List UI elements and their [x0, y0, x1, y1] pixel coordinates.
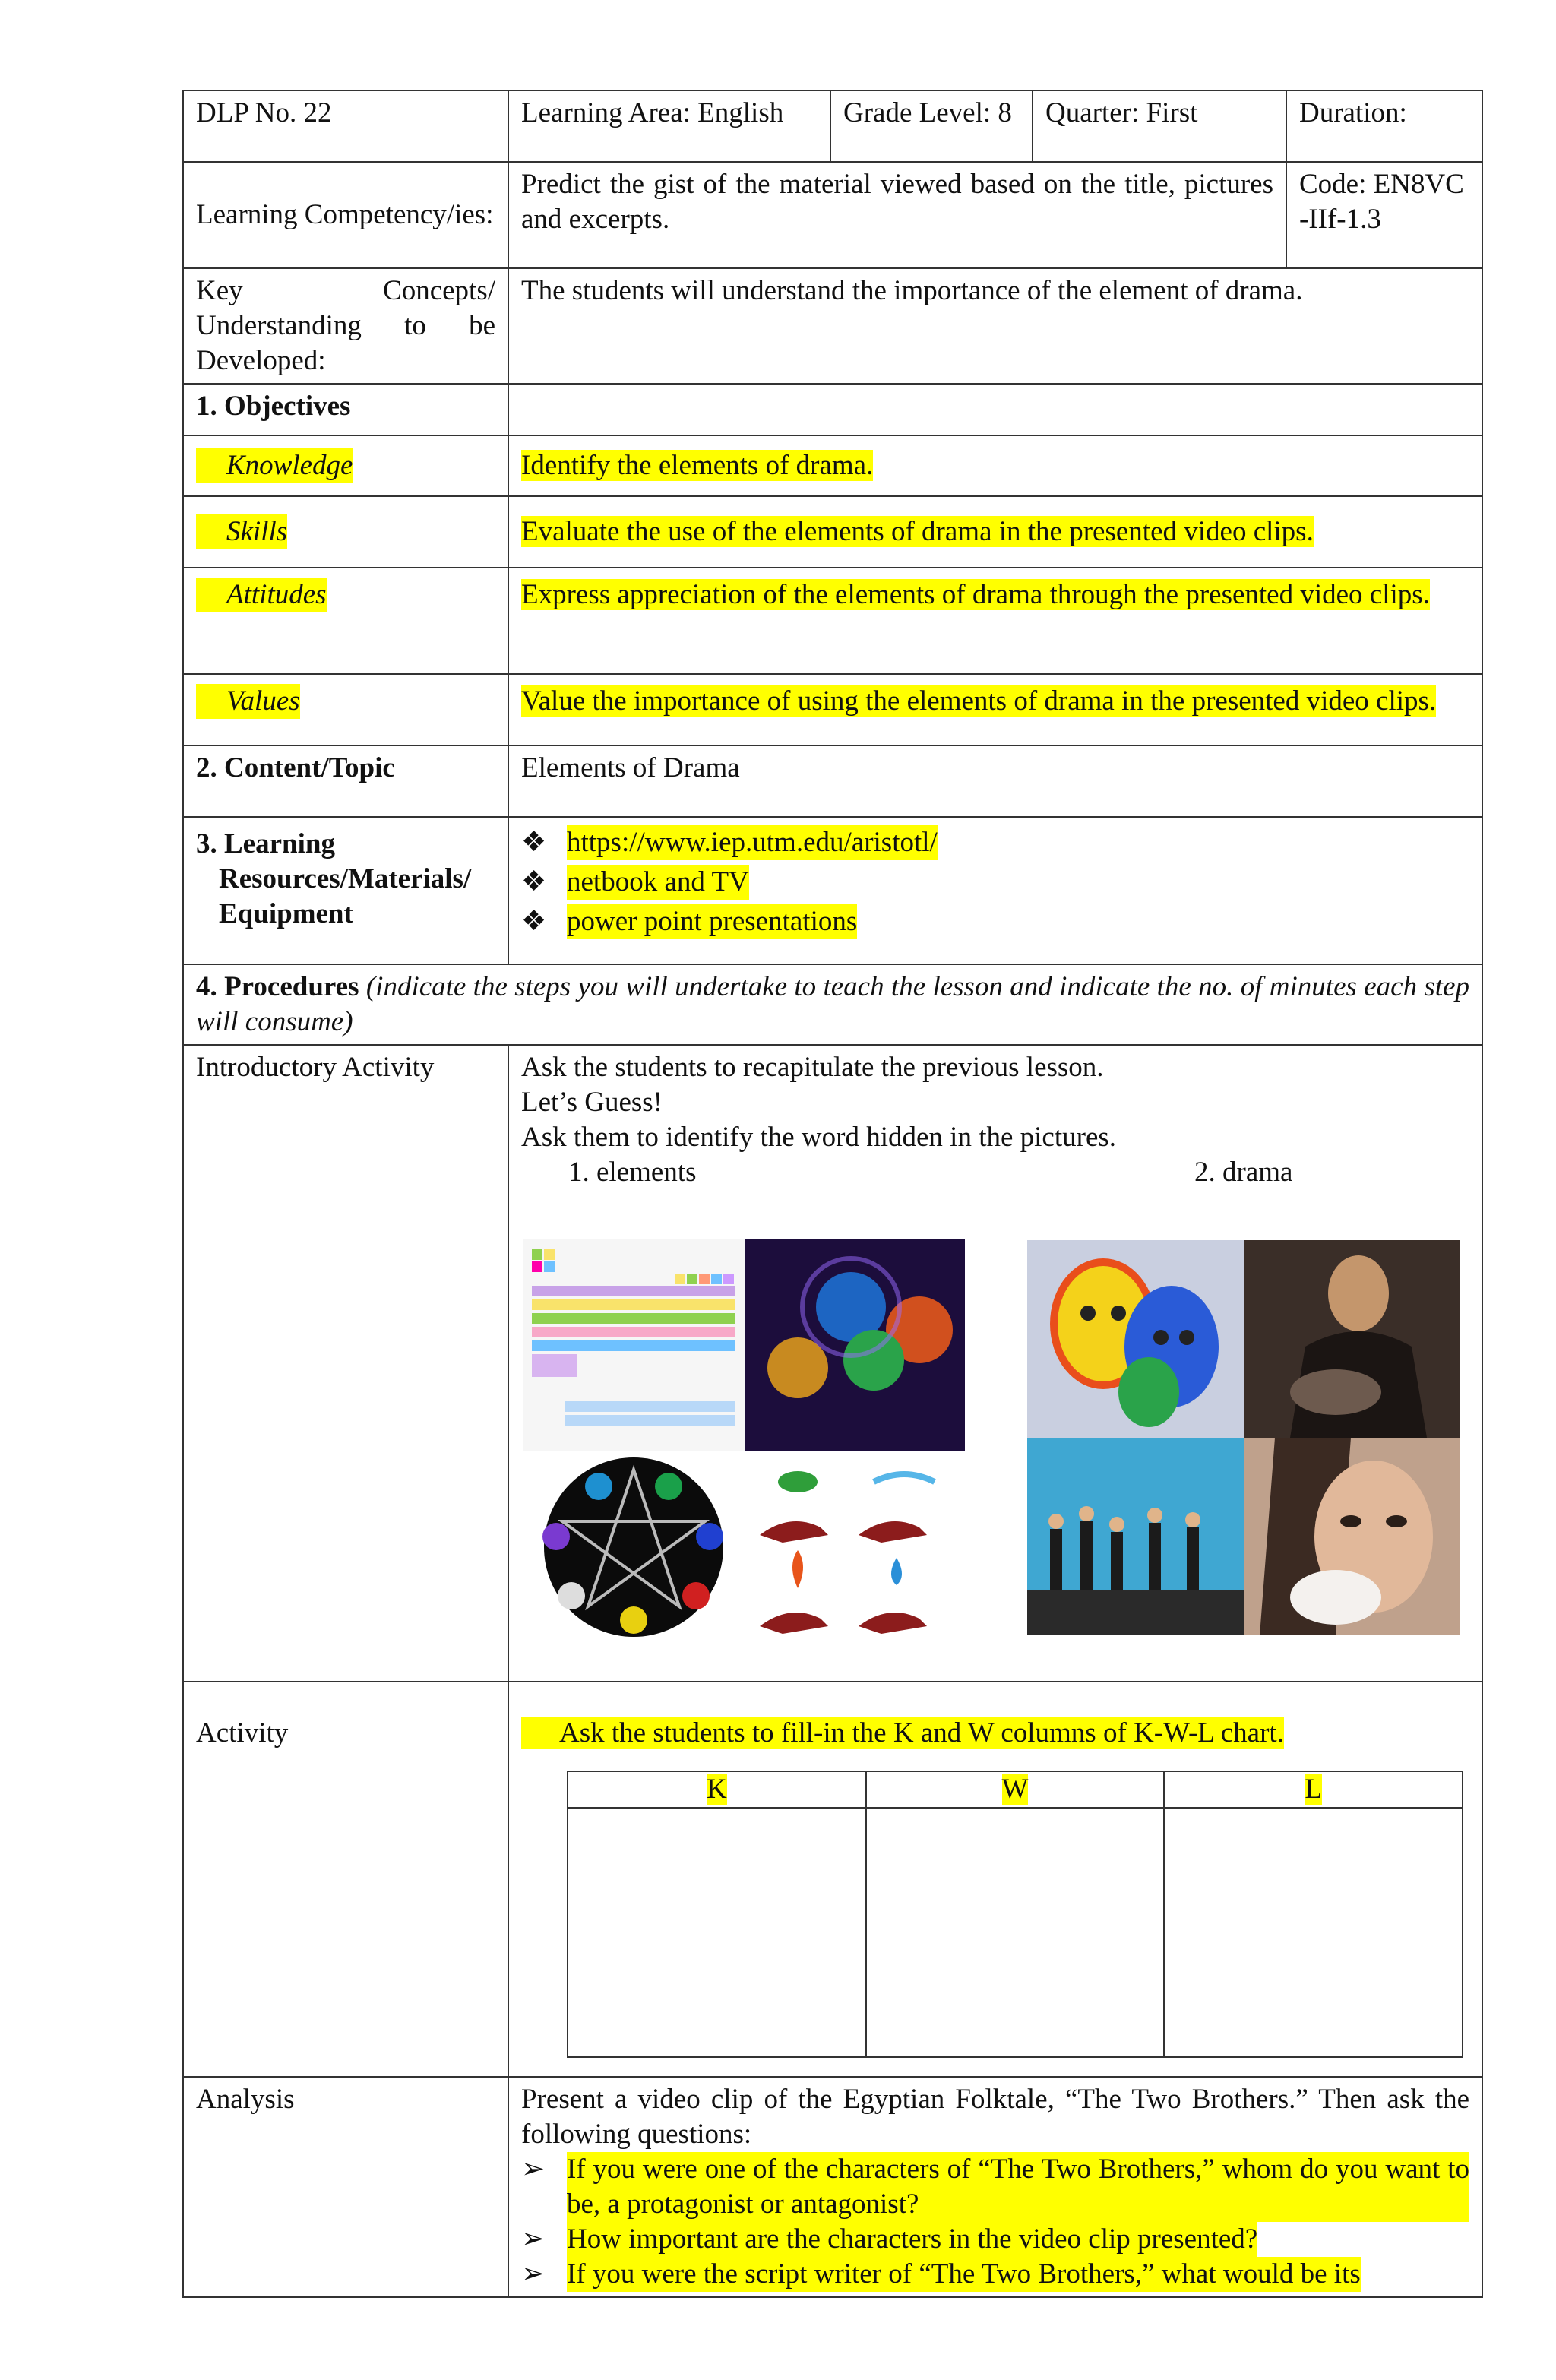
procedures-cell [183, 964, 1482, 1045]
introductory-row [183, 1045, 1482, 1682]
procedures-label: 4. Procedures [196, 971, 359, 1002]
dlp-document [182, 90, 1482, 2298]
analysis-label: Analysis [183, 2077, 508, 2297]
analysis-questions [521, 2152, 1469, 2292]
competency-row [183, 162, 1482, 268]
resources-label [183, 817, 508, 964]
periodic-table-image [523, 1239, 745, 1451]
objective-text-values: Value the importance of using the elements of drama in the presented video clips. [521, 685, 1437, 717]
stage-performance-image [1027, 1438, 1244, 1635]
objective-text-skills: Evaluate the use of the elements of drama in the presented video clips. [521, 516, 1314, 547]
kwl-cell-l[interactable] [1164, 1808, 1463, 2057]
objectives-label: 1. Objectives [183, 384, 508, 435]
kwl-cell-w[interactable] [866, 1808, 1165, 2057]
guess-answer-1: 1. elements [568, 1157, 697, 1188]
diamond-bullet-icon: ❖ [521, 906, 547, 937]
resource-link[interactable]: https://www.iep.utm.edu/aristotl/ [567, 825, 938, 860]
introductory-content [508, 1045, 1482, 1682]
key-concepts-label: Key Concepts/ Understanding to be Developed: [183, 268, 508, 384]
competency-label: Learning Competency/ies: [183, 162, 508, 268]
objective-attitudes-row [183, 568, 1482, 674]
intro-line: Let’s Guess! [521, 1087, 663, 1118]
dlp-number: DLP No. 22 [183, 90, 508, 162]
hands-elements-image [745, 1451, 965, 1643]
kwl-body-row [568, 1808, 1463, 2057]
content-row [183, 745, 1482, 817]
header-row [183, 90, 1482, 162]
content-label: 2. Content/Topic [183, 745, 508, 817]
objective-values-row [183, 674, 1482, 745]
kwl-cell-k[interactable] [568, 1808, 866, 2057]
pentagram-elements-image [523, 1451, 745, 1643]
objectives-header-row [183, 384, 1482, 435]
content-text: Elements of Drama [508, 745, 1482, 817]
analysis-row [183, 2077, 1482, 2297]
competency-text: Predict the gist of the material viewed based on the title, pictures and excerpts. [508, 162, 1286, 268]
activity-instruction: Ask the students to fill-in the K and W columns of K-W-L chart. [521, 1717, 1284, 1749]
objective-label-attitudes: Attitudes [196, 578, 327, 612]
question-text: How important are the characters in the video clip presented? [567, 2222, 1257, 2257]
analysis-question [521, 2257, 1469, 2292]
duration: Duration: [1286, 90, 1482, 162]
resource-item [521, 904, 1469, 939]
introductory-label: Introductory Activity [183, 1045, 508, 1682]
objectives-empty-cell [508, 384, 1482, 435]
objective-text-attitudes: Express appreciation of the elements of drama through the presented video clips. [521, 579, 1430, 610]
drama-masks-image [1027, 1240, 1244, 1438]
objective-label-knowledge: Knowledge [196, 448, 353, 483]
grade-level: Grade Level: 8 [830, 90, 1033, 162]
question-text: If you were the script writer of “The Two Brothers,” what would be its [567, 2257, 1361, 2292]
diamond-bullet-icon: ❖ [521, 827, 547, 858]
competency-code: Code: EN8VC-IIf-1.3 [1286, 162, 1482, 268]
question-text: If you were one of the characters of “The Two Brothers,” whom do you want to be, a protagonist or antagonist? [567, 2152, 1469, 2222]
guess-answers [521, 1155, 1469, 1190]
objective-label-values: Values [196, 684, 300, 719]
resources-row [183, 817, 1482, 964]
actress-scene-image [1244, 1240, 1460, 1438]
intro-line: Ask them to identify the word hidden in the pictures. [521, 1122, 1117, 1153]
procedures-row [183, 964, 1482, 1045]
resource-item [521, 825, 1469, 860]
objective-knowledge-row [183, 435, 1482, 496]
intro-line: Ask the students to recapitulate the previous lesson. [521, 1052, 1104, 1083]
diamond-bullet-icon: ❖ [521, 866, 547, 897]
objective-text-knowledge: Identify the elements of drama. [521, 450, 874, 481]
activity-label: Activity [183, 1682, 508, 2077]
resources-label-text: 3. Learning Resources/Materials/ Equipment [196, 828, 472, 929]
kwl-header-row [568, 1771, 1463, 1808]
key-concepts-row [183, 268, 1482, 384]
procedures-note: (indicate the steps you will undertake to teach the lesson and indicate the no. of minutes each step will consume) [196, 971, 1470, 1037]
learning-area: Learning Area: English [508, 90, 830, 162]
analysis-intro: Present a video clip of the Egyptian Folktale, “The Two Brothers.” Then ask the following questions: [521, 2084, 1469, 2150]
resources-list [521, 825, 1469, 939]
element-gems-image [745, 1239, 965, 1451]
analysis-question [521, 2152, 1469, 2222]
resource-text: power point presentations [567, 904, 857, 939]
kwl-chart [567, 1771, 1463, 2058]
objective-label-skills: Skills [196, 514, 287, 549]
picture-collage [521, 1190, 1469, 1676]
analysis-question [521, 2222, 1469, 2257]
arrow-bullet-icon: ➢ [521, 2154, 546, 2185]
quarter: Quarter: First [1033, 90, 1286, 162]
analysis-content [508, 2077, 1482, 2297]
activity-row [183, 1682, 1482, 2077]
crying-woman-image [1244, 1438, 1460, 1635]
kwl-header-k: K [706, 1774, 727, 1805]
objective-skills-row [183, 496, 1482, 568]
activity-content [508, 1682, 1482, 2077]
resource-text: netbook and TV [567, 865, 749, 900]
kwl-header-w: W [1001, 1774, 1029, 1805]
resource-item [521, 865, 1469, 900]
key-concepts-text: The students will understand the importance of the element of drama. [508, 268, 1482, 384]
dlp-table [182, 90, 1483, 2298]
kwl-header-l: L [1305, 1774, 1322, 1805]
arrow-bullet-icon: ➢ [521, 2223, 546, 2255]
guess-answer-2: 2. drama [1194, 1157, 1293, 1188]
arrow-bullet-icon: ➢ [521, 2258, 546, 2290]
